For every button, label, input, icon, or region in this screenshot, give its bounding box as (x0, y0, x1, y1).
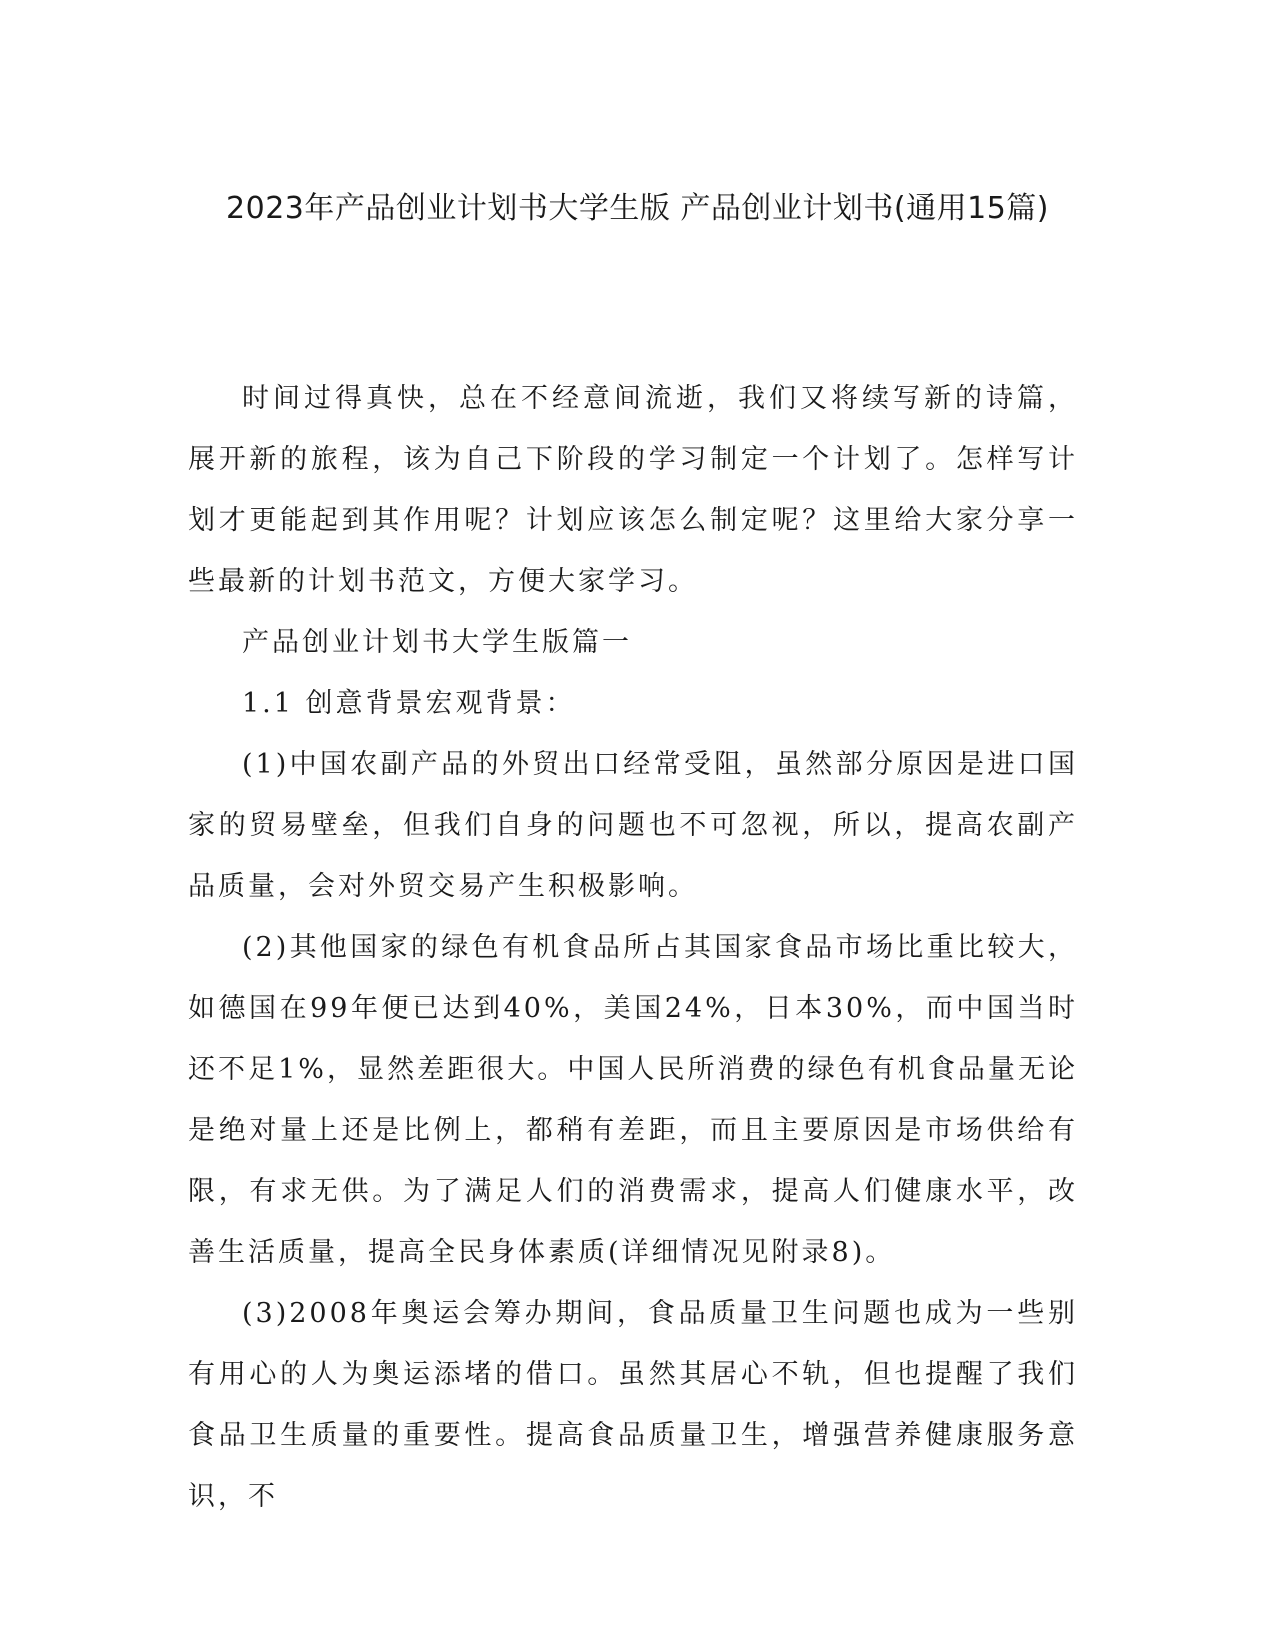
subsection-heading: 1.1 创意背景宏观背景： (242, 688, 576, 719)
intro-paragraph: 时间过得真快，总在不经意间流逝，我们又将续写新的诗篇，展开新的旅程，该为自己下阶段的学习制定一个计划了。怎样写计划才更能起到其作用呢？计划应该怎么制定呢？这里给大家分享一些最新的计划书范文，方便大家学习。 (188, 383, 1078, 597)
body-paragraph-2: (2)其他国家的绿色有机食品所占其国家食品市场比重比较大，如德国在99年便已达到40%，美国24%，日本30%，而中国当时还不足1%，显然差距很大。中国人民所消费的绿色有机食品量无论是绝对量上还是比例上，都稍有差距，而且主要原因是市场供给有限，有求无供。为了满足人们的消费需求，提高人们健康水平，改善生活质量，提高全民身体素质(详细情况见附录8)。 (188, 932, 1078, 1268)
document-body (188, 368, 1078, 1527)
body-paragraph-3: (3)2008年奥运会筹办期间，食品质量卫生问题也成为一些别有用心的人为奥运添堵的借口。虽然其居心不轨，但也提醒了我们食品卫生质量的重要性。提高食品质量卫生，增强营养健康服务意识，不 (188, 1298, 1078, 1512)
document-title: 2023年产品创业计划书大学生版 产品创业计划书(通用15篇) (226, 191, 1049, 226)
body-paragraph-1: (1)中国农副产品的外贸出口经常受阻，虽然部分原因是进口国家的贸易壁垒，但我们自身的问题也不可忽视，所以，提高农副产品质量，会对外贸交易产生积极影响。 (188, 749, 1078, 902)
section-heading: 产品创业计划书大学生版篇一 (242, 627, 632, 658)
